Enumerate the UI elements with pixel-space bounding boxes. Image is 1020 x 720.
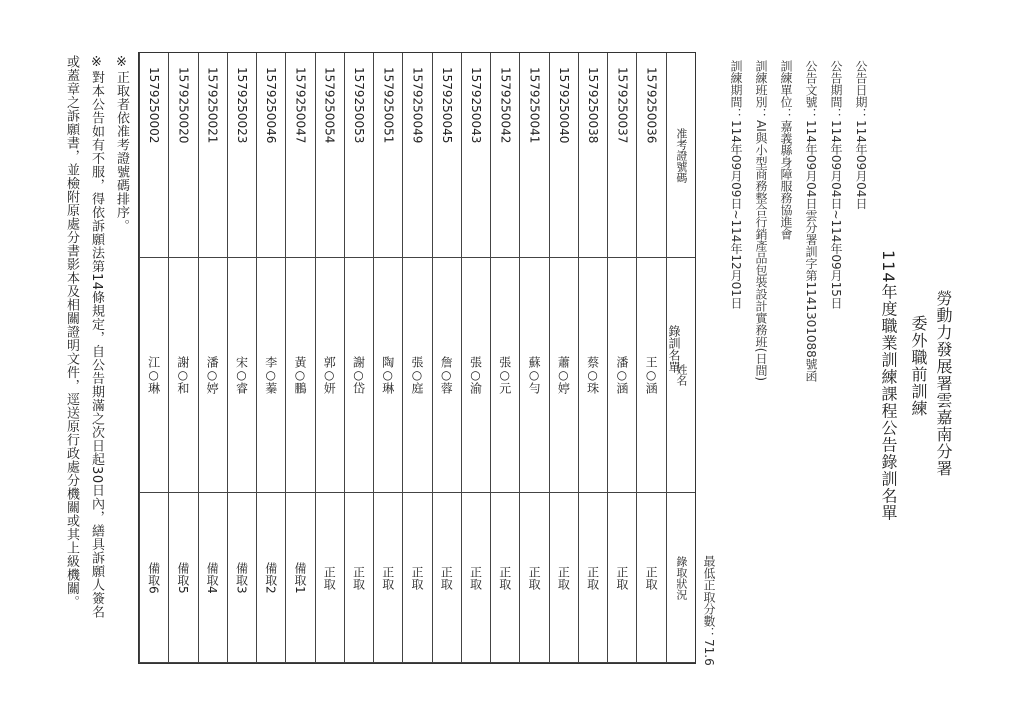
cell-status: 正取 bbox=[519, 493, 548, 663]
cell-name: 黃○鵬 bbox=[285, 258, 314, 493]
cell-status: 正取 bbox=[373, 493, 402, 663]
announce-date: 公告日期：114年09月04日 bbox=[854, 60, 868, 210]
cell-status: 正取 bbox=[402, 493, 431, 663]
cell-exam-number: 1579250023 bbox=[227, 53, 256, 258]
cell-status: 正取 bbox=[315, 493, 344, 663]
cell-name: 郭○妍 bbox=[315, 258, 344, 493]
cell-status: 正取 bbox=[490, 493, 519, 663]
cell-name: 張○渝 bbox=[461, 258, 490, 493]
document-number: 公告文號：114年09月04日雲分署訓字第1141301088號函 bbox=[804, 60, 818, 382]
cell-status: 正取 bbox=[636, 493, 665, 663]
cell-status: 正取 bbox=[432, 493, 461, 663]
header-group-label: 錄訓名單 bbox=[667, 325, 681, 373]
org-title: 勞動力發展署雲嘉南分署 bbox=[934, 290, 953, 477]
cell-status: 備取6 bbox=[139, 493, 168, 663]
cell-exam-number: 1579250041 bbox=[519, 53, 548, 258]
header-status: 錄取狀況 bbox=[666, 493, 695, 663]
cell-name: 潘○涵 bbox=[607, 258, 636, 493]
cell-exam-number: 1579250046 bbox=[256, 53, 285, 258]
cell-status: 備取2 bbox=[256, 493, 285, 663]
cell-exam-number: 1579250053 bbox=[344, 53, 373, 258]
cell-name: 謝○岱 bbox=[344, 258, 373, 493]
cell-exam-number: 1579250042 bbox=[490, 53, 519, 258]
note-appeal-1: ※對本公告如有不服，得依訴願法第14條規定，自公告期滿之次日起30日內，繕具訴願人簽名 bbox=[89, 55, 104, 619]
cell-exam-number: 1579250051 bbox=[373, 53, 402, 258]
cell-exam-number: 1579250021 bbox=[198, 53, 227, 258]
cell-name: 張○庭 bbox=[402, 258, 431, 493]
cell-exam-number: 1579250036 bbox=[636, 53, 665, 258]
cell-name: 江○琳 bbox=[139, 258, 168, 493]
header-exam-number: 准考證號碼 bbox=[666, 53, 695, 258]
cell-status: 正取 bbox=[344, 493, 373, 663]
cell-name: 蕭○婷 bbox=[549, 258, 578, 493]
cell-name: 謝○和 bbox=[168, 258, 197, 493]
program-type: 委外職前訓練 bbox=[909, 315, 928, 417]
cell-exam-number: 1579250020 bbox=[168, 53, 197, 258]
cell-exam-number: 1579250047 bbox=[285, 53, 314, 258]
cell-name: 蘇○勻 bbox=[519, 258, 548, 493]
cell-status: 正取 bbox=[607, 493, 636, 663]
cell-exam-number: 1579250043 bbox=[461, 53, 490, 258]
note-sort-order: ※正取者依准考證號碼排序。 bbox=[114, 55, 129, 233]
note-appeal-2: 或蓋章之訴願書，並檢附原處分書影本及相關證明文件，逕送原行政處分機關或其上級機關。 bbox=[64, 55, 79, 609]
cell-status: 備取3 bbox=[227, 493, 256, 663]
minimum-score: 最低正取分數：71.6 bbox=[702, 555, 716, 666]
cell-exam-number: 1579250038 bbox=[578, 53, 607, 258]
announce-period: 公告期間：114年09月04日~114年09月15日 bbox=[829, 60, 843, 309]
cell-exam-number: 1579250045 bbox=[432, 53, 461, 258]
cell-name: 張○元 bbox=[490, 258, 519, 493]
cell-exam-number: 1579250054 bbox=[315, 53, 344, 258]
training-unit: 訓練單位：嘉義縣身障服務協進會 bbox=[779, 60, 793, 240]
cell-status: 備取4 bbox=[198, 493, 227, 663]
training-course: 訓練班別：AI與小型商務整合行銷產品包裝設計實務班(日間) bbox=[754, 60, 768, 382]
cell-exam-number: 1579250002 bbox=[139, 53, 168, 258]
cell-status: 備取1 bbox=[285, 493, 314, 663]
cell-status: 正取 bbox=[461, 493, 490, 663]
cell-name: 王○涵 bbox=[636, 258, 665, 493]
header-name: 姓名 bbox=[674, 364, 688, 386]
cell-status: 正取 bbox=[578, 493, 607, 663]
cell-name: 宋○睿 bbox=[227, 258, 256, 493]
training-period: 訓練期間：114年09月09日~114年12月01日 bbox=[729, 60, 743, 309]
cell-exam-number: 1579250049 bbox=[402, 53, 431, 258]
list-title: 114年度職業訓練課程公告錄訓名單 bbox=[879, 250, 898, 522]
header-name-cell bbox=[666, 258, 695, 493]
cell-name: 詹○蓉 bbox=[432, 258, 461, 493]
cell-name: 陶○琳 bbox=[373, 258, 402, 493]
cell-exam-number: 1579250040 bbox=[549, 53, 578, 258]
cell-status: 備取5 bbox=[168, 493, 197, 663]
cell-name: 李○蓁 bbox=[256, 258, 285, 493]
cell-name: 蔡○珠 bbox=[578, 258, 607, 493]
cell-name: 潘○婷 bbox=[198, 258, 227, 493]
cell-status: 正取 bbox=[549, 493, 578, 663]
admission-table bbox=[138, 52, 696, 664]
cell-exam-number: 1579250037 bbox=[607, 53, 636, 258]
